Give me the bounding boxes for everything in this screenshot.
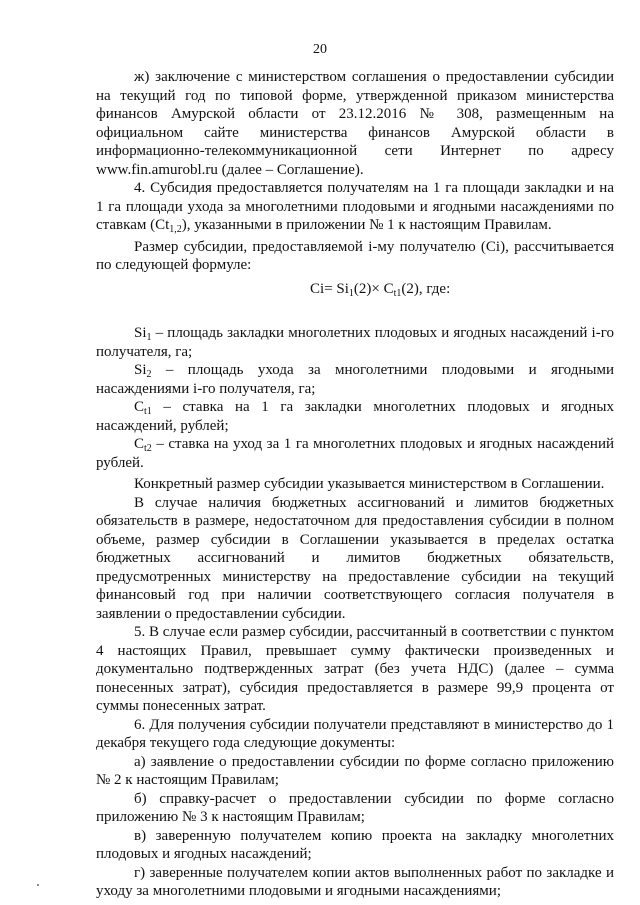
formula-part-2: (2)× C bbox=[353, 280, 394, 297]
definition-si1-text: – площадь закладки многолетних плодовых и ягодных насаждений i-го получателя, га; bbox=[96, 325, 614, 360]
list-item-g: г) заверенные получателем копии актов выполненных работ по закладке и уходу за многолетними плодовыми и ягодными насаждениями; bbox=[96, 864, 614, 899]
definition-ct1 bbox=[96, 398, 614, 435]
paragraph-4-text-b: ), указанными в приложении № 1 к настоящим Правилам. bbox=[181, 217, 552, 233]
page-number: 20 bbox=[313, 42, 327, 57]
definition-ct2-text: – ставка на уход за 1 га многолетних плодовых и ягодных насаждений рублей. bbox=[96, 436, 614, 471]
definition-ct2 bbox=[96, 435, 614, 472]
definition-si2-sub: 2 bbox=[146, 369, 152, 380]
paragraph-budget: В случае наличия бюджетных ассигнований и лимитов бюджетных обязательств в размере, недостаточном для предоставления субсидии в полном объеме, размер субсидии в Соглашении указывается в пределах остатка бюджетных ассигнований и лимитов бюджетных обязательств, предусмотренных министерству на предоставление субсидии на текущий финансовый год при наличии соответствующего согласия получателя в заявлении о предоставлении субсидии. bbox=[96, 494, 614, 622]
formula-part-1: Ci= Si bbox=[310, 280, 349, 297]
definition-ct1-text: – ставка на 1 га закладки многолетних плодовых и ягодных насаждений, рублей; bbox=[96, 399, 614, 434]
definition-ct2-sub: t2 bbox=[144, 443, 152, 454]
definition-si1-sub: 1 bbox=[146, 332, 152, 343]
paragraph-zh: ж) заключение с министерством соглашения о предоставлении субсидии на текущий год по типовой форме, утвержденной приказом министерства финансов Амурской области от 23.12.2016 № 308, размещенным на официальном сайте министерства финансов Амурской области в информационно-телекоммуникационной сети Интернет по адресу www.fin.amurobl.ru (далее – Соглашение). bbox=[96, 69, 614, 178]
definition-si2-text: – площадь ухода за многолетними плодовыми и ягодными насаждениями i-го получателя, га; bbox=[96, 362, 614, 397]
paragraph-amount: Конкретный размер субсидии указывается министерством в Соглашении. bbox=[134, 476, 605, 492]
list-item-a: а) заявление о предоставлении субсидии по форме согласно приложению № 2 к настоящим Правилам; bbox=[96, 753, 614, 788]
paragraph-4-text-a: 4. Субсидия предоставляется получателям на 1 га площади закладки и на 1 га площади ухода за многолетними плодовыми и ягодными насаждениями по ставкам (Ct bbox=[96, 180, 614, 233]
scan-speck bbox=[37, 884, 39, 886]
definition-ct1-sub: t1 bbox=[144, 406, 152, 417]
formula-sub-2: t1 bbox=[393, 287, 402, 299]
definition-ct1-symbol: C bbox=[134, 399, 145, 415]
formula bbox=[96, 280, 614, 299]
paragraph-formula-intro: Размер субсидии, предоставляемой i-му получателю (Ci), рассчитывается по следующей формуле: bbox=[96, 238, 614, 273]
formula-part-3: (2), где: bbox=[401, 280, 451, 297]
definition-si1 bbox=[96, 324, 614, 361]
document-body bbox=[96, 68, 614, 901]
paragraph-6: 6. Для получения субсидии получатели представляют в министерство до 1 декабря текущего года следующие документы: bbox=[96, 716, 614, 751]
paragraph-5: 5. В случае если размер субсидии, рассчитанный в соответствии с пунктом 4 настоящих Правил, превышает сумму фактически произведенных и документально подтвержденных затрат (без учета НДС) (далее – сумма понесенных затрат), субсидия предоставляется в размере 99,9 процента от суммы понесенных затрат. bbox=[96, 624, 614, 714]
formula-sub-1: 1 bbox=[348, 287, 354, 299]
list-item-v: в) заверенную получателем копию проекта на закладку многолетних плодовых и ягодных насаждений; bbox=[96, 827, 614, 862]
paragraph-4 bbox=[96, 179, 614, 235]
definition-si1-symbol: Si bbox=[134, 325, 147, 341]
rate-subscript: 1,2 bbox=[169, 224, 182, 235]
list-item-b: б) справку-расчет о предоставлении субсидии по форме согласно приложению № 3 к настоящим Правилам; bbox=[96, 790, 614, 825]
definition-ct2-symbol: C bbox=[134, 436, 145, 452]
definition-si2-symbol: Si bbox=[134, 362, 147, 378]
definition-si2 bbox=[96, 361, 614, 398]
